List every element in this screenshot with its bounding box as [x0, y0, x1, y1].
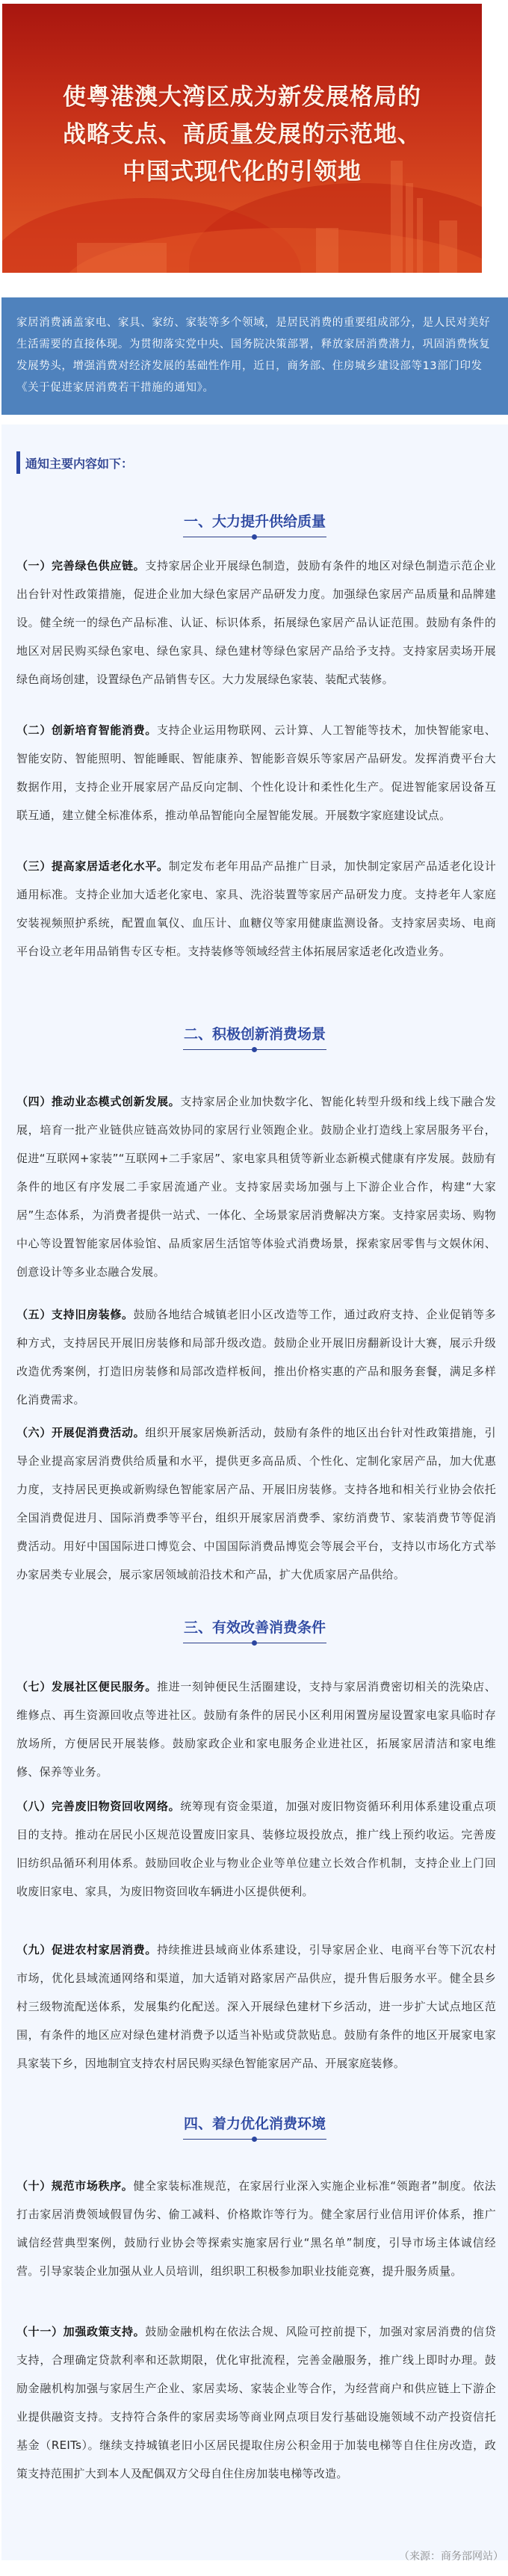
item-label: （一）完善绿色供应链。	[16, 559, 146, 572]
section-title-text: 四、着力优化消费环境	[183, 2116, 326, 2132]
intro-text: 家居消费涵盖家电、家具、家纺、家装等多个领域，是居民消费的重要组成部分，是人民对美好生活需要的直接体现。为贯彻落实党中央、国务院决策部署，释放家居消费潜力，巩固消费恢复发展势头，增强消费对经济发展的基础性作用，近日，商务部、住房城乡建设部等13部门印发《关于促进家居消费若干措施的通知》。	[16, 317, 491, 394]
skyline-building-icon	[77, 243, 167, 273]
skyline-tower-icon	[417, 198, 423, 273]
item-4	[16, 1087, 496, 1286]
divider-dot-icon	[252, 1640, 257, 1646]
banner-title	[2, 78, 482, 191]
section-title-4	[1, 2113, 508, 2140]
accent-bar	[16, 451, 20, 474]
item-label: （十一）加强政策支持。	[16, 2325, 146, 2338]
item-text: 健全家装标准规范，在家居行业深入实施企业标准“领跑者”制度。依法打击家居消费领域假冒伪劣、偷工减料、价格欺诈等行为。健全家居行业信用评价体系，推广诚信经营典型案例，鼓励行业协会等探索实施家居行业“黑名单”制度，引导市场主体诚信经营。引导家装企业加强从业人员培训，组织职工积极参加职业技能竞赛，提升服务质量。	[16, 2179, 496, 2278]
skyline-building-icon	[316, 228, 338, 273]
banner-title-line: 战略支点、高质量发展的示范地、	[63, 121, 421, 148]
section-title-2	[1, 1024, 508, 1050]
item-11	[16, 2317, 496, 2488]
item-label: （五）支持旧房装修。	[16, 1308, 134, 1321]
section-divider	[183, 1049, 326, 1050]
item-10	[16, 2172, 496, 2285]
item-label: （三）提高家居适老化水平。	[16, 859, 169, 873]
item-1	[16, 552, 496, 694]
intro-box	[1, 297, 508, 415]
item-label: （九）促进农村家居消费。	[16, 1943, 158, 1956]
item-6	[16, 1418, 496, 1589]
section-title-text: 二、积极创新消费场景	[183, 1026, 326, 1043]
item-text: 统筹现有资金渠道，加强对废旧物资循环利用体系建设重点项目的支持。推动在居民小区规范设置废旧家具、装修垃圾投放点，推广线上预约收运。完善废旧纺织品循环利用体系。鼓励回收企业与物业企业等单位建立长效合作机制，支持企业上门回收废旧家电、家具，为废旧物资回收车辆进小区提供便利。	[16, 1800, 496, 1898]
item-text: 持续推进县域商业体系建设，引导家居企业、电商平台等下沉农村市场，优化县域流通网络和渠道，加大适销对路家居产品供应，提升售后服务水平。健全县乡村三级物流配送体系，发展集约化配送。深入开展绿色建材下乡活动，进一步扩大试点地区范围，有条件的地区应对绿色建材消费予以适当补贴或贷款贴息。鼓励有条件的地区开展家电家具家装下乡，因地制宜支持农村居民购买绿色智能家居产品、开展家庭装修。	[16, 1943, 496, 2070]
skyline-building-icon	[406, 183, 413, 273]
section-title-3	[1, 1617, 508, 1643]
item-label: （四）推动业态模式创新发展。	[16, 1095, 181, 1108]
item-label: （六）开展促消费活动。	[16, 1426, 146, 1439]
item-label: （七）发展社区便民服务。	[16, 1680, 158, 1693]
item-9	[16, 1936, 496, 2078]
item-text: 支持家居企业加快数字化、智能化转型升级和线上线下融合发展，培育一批产业链供应链高效协同的家居行业领跑企业。鼓励企业打造线上家居服务平台，促进“互联网+家装”“互联网+二手家居”、家电家具租赁等新业态新模式健康有序发展。鼓励有条件的地区有序发展二手家居流通产业。支持家居卖场加强与上下游企业合作，构建“大家居”生态体系，为消费者提供一站式、一体化、全场景家居消费解决方案。支持家居卖场、购物中心等设置智能家居体验馆、品质家居生活馆等体验式消费场景，探索家居零售与文娱休闲、创意设计等多业态融合发展。	[16, 1095, 496, 1279]
item-text: 支持家居企业开展绿色制造，鼓励有条件的地区对绿色制造示范企业出台针对性政策措施，促进企业加大绿色家居产品研发力度。加强绿色家居产品质量和品牌建设。健全统一的绿色产品标准、认证、标识体系，拓展绿色家居产品认证范围。鼓励有条件的地区对居民购买绿色家电、绿色家具、绿色建材等绿色家居产品给予支持。支持家居卖场开展绿色商场创建，设置绿色产品销售专区。大力发展绿色家装、装配式装修。	[16, 559, 496, 686]
content-panel	[1, 424, 508, 2560]
notice-heading	[16, 451, 133, 475]
source-attribution: （来源：商务部网站）	[399, 2551, 504, 2563]
hero-banner	[2, 4, 482, 273]
section-title-text: 三、有效改善消费条件	[183, 1619, 326, 1636]
item-2	[16, 716, 496, 830]
item-7	[16, 1672, 496, 1786]
item-label: （二）创新培育智能消费。	[16, 723, 158, 737]
item-text: 鼓励各地结合城镇老旧小区改造等工作，通过政府支持、企业促销等多种方式，支持居民开展旧房装修和局部升级改造。鼓励企业开展旧房翻新设计大赛，展示升级改造优秀案例，打造旧房装修和局部改造样板间，推出价格实惠的产品和服务套餐，满足多样化消费需求。	[16, 1308, 496, 1406]
item-text: 支持企业运用物联网、云计算、人工智能等技术，加快智能家电、智能安防、智能照明、智能睡眠、智能康养、智能影音娱乐等家居产品研发。发挥消费平台大数据作用，支持企业开展家居产品反向定制、个性化设计和柔性化生产。促进智能家居设备互联互通，建立健全标准体系，推动单品智能向全屋智能发展。开展数字家庭建设试点。	[16, 723, 496, 822]
item-3	[16, 852, 496, 966]
item-text: 鼓励金融机构在依法合规、风险可控前提下，加强对家居消费的信贷支持，合理确定贷款利率和还款期限，优化审批流程，完善金融服务，推广线上即时办理。鼓励金融机构加强与家居生产企业、家居卖场、家装企业等合作，为经营商户和供应链上下游企业提供融资支持。支持符合条件的家居卖场等商业网点项目发行基础设施领域不动产投资信托基金（REITs）。继续支持城镇老旧小区居民提取住房公积金用于加装电梯等自住住房改造，政策支持范围扩大到本人及配偶双方父母自住住房加装电梯等改造。	[16, 2325, 496, 2480]
item-8	[16, 1792, 496, 1906]
section-title-1	[1, 511, 508, 537]
notice-heading-text: 通知主要内容如下：	[25, 456, 134, 471]
banner-title-line: 使粤港澳大湾区成为新发展格局的	[63, 84, 421, 111]
item-text: 组织开展家居焕新活动，鼓励有条件的地区出台针对性政策措施，引导企业提高家居消费供给质量和水平，提供更多高品质、个性化、定制化家居产品，加大优惠力度，支持居民更换或新购绿色智能家居产品、开展旧房装修。支持各地和相关行业协会依托全国消费促进月、国际消费季等平台，组织开展家居消费季、家纺消费节、家装消费节等促消费活动。用好中国国际进口博览会、中国国际消费品博览会等展会平台，支持以市场化方式举办家居类专业展会，展示家居领域前沿技术和产品，扩大优质家居产品供给。	[16, 1426, 496, 1581]
item-text: 推进一刻钟便民生活圈建设，支持与家居消费密切相关的洗染店、维修点、再生资源回收点等进社区。鼓励有条件的居民小区利用闲置房屋设置家电家具临时存放场所，方便居民开展装修。鼓励家政企业和家电服务企业进社区，拓展家居清洁和家电维修、保养等业务。	[16, 1680, 496, 1779]
banner-title-line: 中国式现代化的引领地	[123, 158, 362, 185]
divider-dot-icon	[252, 1047, 257, 1052]
divider-dot-icon	[252, 534, 257, 540]
divider-dot-icon	[252, 2137, 257, 2142]
section-divider	[183, 2139, 326, 2140]
section-title-text: 一、大力提升供给质量	[183, 513, 326, 530]
item-5	[16, 1300, 496, 1414]
item-label: （十）规范市场秩序。	[16, 2179, 134, 2193]
item-label: （八）完善废旧物资回收网络。	[16, 1800, 181, 1813]
skyline-building-icon	[439, 220, 457, 273]
item-text: 制定发布老年用品产品推广目录，加快制定家居产品适老化设计通用标准。支持企业加大适老化家电、家具、洗浴装置等家居产品研发力度。支持老年人家庭安装视频照护系统，配置血氧仪、血压计、血糖仪等家用健康监测设备。支持家居卖场、电商平台设立老年用品销售专区专柜。支持装修等领域经营主体拓展居家适老化改造业务。	[16, 859, 497, 958]
